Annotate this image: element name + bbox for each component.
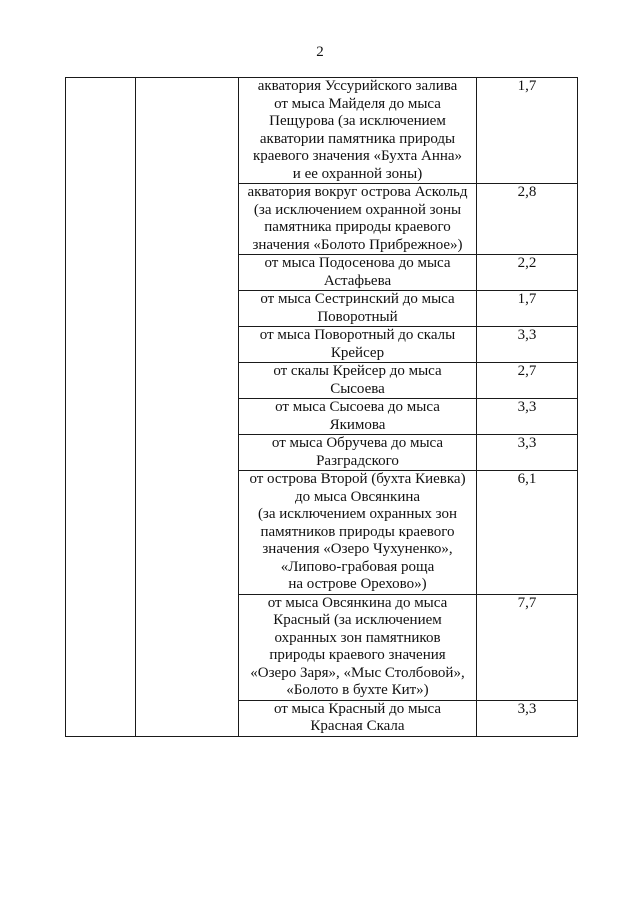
area-description-line: «Болото в бухте Кит») <box>286 682 429 698</box>
area-description-line: и ее охранной зоны) <box>292 165 423 182</box>
area-description-line: от мыса Майделя до мыса <box>274 95 441 112</box>
area-description-cell <box>239 363 477 399</box>
distance-value-cell: 3,3 <box>477 399 578 435</box>
area-description-line: памятника природы краевого <box>264 219 451 235</box>
distance-value-cell: 1,7 <box>477 78 578 184</box>
area-description-line: природы краевого значения <box>269 647 446 663</box>
area-description-cell <box>239 78 477 184</box>
area-description-line: от мыса Поворотный до скалы <box>259 327 456 343</box>
area-description-cell <box>239 399 477 435</box>
area-description-line: Разградского <box>316 452 399 469</box>
distance-value-cell: 6,1 <box>477 471 578 595</box>
area-description-line: акватория Уссурийского залива <box>257 78 458 94</box>
area-description-line: охранных зон памятников <box>274 629 441 646</box>
area-description-line: от мыса Овсянкина до мыса <box>267 594 448 611</box>
area-description-cell <box>239 184 477 255</box>
area-description-line: краевого значения «Бухта Анна» <box>252 148 463 164</box>
area-description-line: значения «Озеро Чухуненко», <box>262 541 453 557</box>
area-description-line: (за исключением охранных зон <box>257 506 458 522</box>
area-description-line: значения «Болото Прибрежное») <box>252 236 463 253</box>
area-description-line: от мыса Сысоева до мыса <box>275 399 440 415</box>
area-description-line: от мыса Подосенова до мыса <box>264 255 451 271</box>
area-description-line: «Озеро Заря», «Мыс Столбовой», <box>250 664 465 681</box>
distance-value-cell: 7,7 <box>477 594 578 700</box>
area-description-line: от острова Второй (бухта Киевка) <box>249 471 466 487</box>
area-description-line: (за исключением охранной зоны <box>253 201 462 218</box>
distance-value-cell: 3,3 <box>477 700 578 736</box>
area-description-line: от скалы Крейсер до мыса <box>273 363 442 379</box>
area-description-line: Красный (за исключением <box>273 612 442 628</box>
area-description-line: Сысоева <box>330 380 385 397</box>
area-description-cell <box>239 594 477 700</box>
table-row <box>66 78 578 184</box>
area-description-line: акватории памятника природы <box>259 130 456 147</box>
distance-value-cell: 3,3 <box>477 327 578 363</box>
area-description-line: от мыса Красный до мыса <box>273 700 442 717</box>
area-description-cell <box>239 471 477 595</box>
area-description-cell <box>239 435 477 471</box>
area-description-cell <box>239 291 477 327</box>
area-description-cell <box>239 327 477 363</box>
area-description-line: Крейсер <box>330 344 385 361</box>
empty-name-cell <box>136 78 239 737</box>
area-description-cell <box>239 255 477 291</box>
area-description-line: «Липово-грабовая роща <box>280 558 435 575</box>
area-description-line: от мыса Сестринский до мыса <box>260 291 455 307</box>
area-description-line: Якимова <box>329 416 386 433</box>
distance-value-cell: 2,8 <box>477 184 578 255</box>
area-description-line: на острове Орехово») <box>288 576 427 592</box>
area-description-cell <box>239 700 477 736</box>
area-description-line: от мыса Обручева до мыса <box>271 435 444 451</box>
distance-value-cell: 2,2 <box>477 255 578 291</box>
table-body <box>66 78 578 737</box>
area-description-line: Красная Скала <box>310 718 405 734</box>
area-description-line: Пещурова (за исключением <box>269 113 446 129</box>
document-table <box>65 77 578 737</box>
area-description-line: памятников природы краевого <box>260 523 455 540</box>
empty-number-cell <box>66 78 136 737</box>
area-description-line: до мыса Овсянкина <box>294 488 421 505</box>
area-description-line: Поворотный <box>317 308 398 325</box>
distance-value-cell: 2,7 <box>477 363 578 399</box>
page-number: 2 <box>316 44 324 60</box>
distance-value-cell: 3,3 <box>477 435 578 471</box>
area-description-line: акватория вокруг острова Аскольд <box>247 184 468 200</box>
distance-value-cell: 1,7 <box>477 291 578 327</box>
area-description-line: Астафьева <box>323 272 392 289</box>
